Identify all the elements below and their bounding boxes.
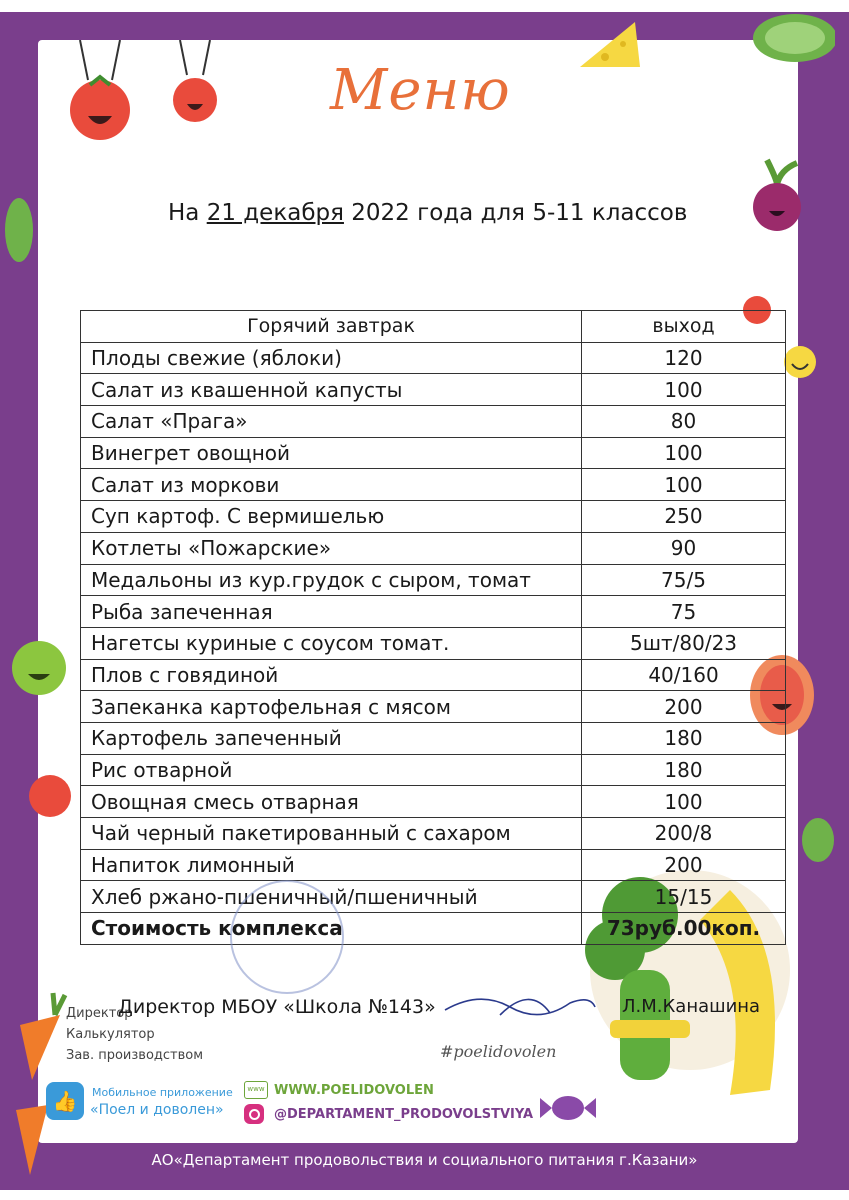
table-row [81,691,786,723]
leaf-icon [800,815,836,865]
total-price: 73руб.00коп. [582,913,786,945]
table-header-row [81,311,786,343]
dish-name: Рис отварной [81,754,582,786]
dish-name: Хлеб ржано-пшеничный/пшеничный [81,881,582,913]
total-row [81,913,786,945]
cheese-icon [575,12,645,82]
table-row [81,501,786,533]
table-row [81,564,786,596]
dish-portion: 200/8 [582,818,786,850]
dish-name: Чай черный пакетированный с сахаром [81,818,582,850]
tomato-icon [60,40,140,160]
thumbs-up-icon: 👍 [46,1082,84,1120]
dish-name: Картофель запеченный [81,722,582,754]
dish-portion: 180 [582,722,786,754]
carrot-icon [10,985,70,1085]
candy-icon [540,1088,596,1128]
tomato-icon [165,40,225,140]
table-row [81,754,786,786]
table-row [81,818,786,850]
smiley-icon [783,342,817,382]
app-label: Мобильное приложение [92,1086,233,1099]
dish-name: Винегрет овощной [81,437,582,469]
dish-name: Плоды свежие (яблоки) [81,342,582,374]
instagram-icon [244,1104,264,1124]
director-name: Л.М.Канашина [622,996,761,1017]
dish-name: Плов с говядиной [81,659,582,691]
role-calculator: Калькулятор [66,1027,155,1042]
leaf-icon [5,195,37,265]
top-margin [0,0,849,12]
table-row [81,722,786,754]
dish-portion: 250 [582,501,786,533]
table-row [81,881,786,913]
dish-name: Суп картоф. С вермишелью [81,501,582,533]
table-row [81,532,786,564]
dish-name: Напиток лимонный [81,849,582,881]
dish-portion: 75/5 [582,564,786,596]
dish-portion: 100 [582,374,786,406]
table-row [81,469,786,501]
dish-portion: 90 [582,532,786,564]
www-icon: www [244,1081,268,1099]
dish-name: Медальоны из кур.грудок с сыром, томат [81,564,582,596]
dish-portion: 100 [582,437,786,469]
instagram-handle: @DEPARTAMENT_PRODOVOLSTVIYA [274,1107,534,1122]
hashtag: #poelidovolen [440,1042,557,1061]
menu-date-subtitle [168,200,687,226]
dish-name: Рыба запеченная [81,596,582,628]
dish-name: Запеканка картофельная с мясом [81,691,582,723]
official-stamp [230,880,344,994]
dish-name: Салат из моркови [81,469,582,501]
dish-portion: 200 [582,691,786,723]
dish-portion: 80 [582,406,786,438]
menu-table [80,310,786,945]
dish-portion: 180 [582,754,786,786]
director-signature-line: Директор МБОУ «Школа №143» [118,996,436,1018]
dish-name: Салат из квашенной капусты [81,374,582,406]
footer-organization: АО«Департамент продовольствия и социального питания г.Казани» [151,1151,698,1169]
apple-icon [8,630,70,700]
dish-name: Котлеты «Пожарские» [81,532,582,564]
dish-portion: 15/15 [582,881,786,913]
dish-name: Салат «Прага» [81,406,582,438]
app-name: «Поел и доволен» [90,1102,224,1118]
dish-portion: 200 [582,849,786,881]
column-header-value: выход [582,311,786,343]
dish-portion: 100 [582,786,786,818]
dish-name: Овощная смесь отварная [81,786,582,818]
table-row [81,596,786,628]
total-label: Стоимость комплекса [81,913,582,945]
table-row [81,849,786,881]
dish-portion: 100 [582,469,786,501]
subtitle-date: 21 декабря [206,200,344,226]
table-row [81,659,786,691]
table-row [81,406,786,438]
subtitle-suffix: 2022 года для 5-11 классов [343,200,688,226]
role-director: Директор [66,1006,133,1021]
website-link: WWW.POELIDOVOLEN [274,1083,434,1098]
table-row [81,374,786,406]
role-production-head: Зав. производством [66,1048,204,1063]
table-row [81,786,786,818]
cucumber-icon [745,10,835,70]
dish-portion: 5шт/80/23 [582,627,786,659]
table-row [81,342,786,374]
tomato-icon [25,762,75,822]
dish-portion: 75 [582,596,786,628]
table-row [81,437,786,469]
dish-portion: 40/160 [582,659,786,691]
page-title: Меню [330,58,511,123]
column-header-name: Горячий завтрак [81,311,582,343]
dish-portion: 120 [582,342,786,374]
table-row [81,627,786,659]
beet-icon [742,155,812,240]
subtitle-prefix: На [168,200,207,226]
handwritten-signature [440,985,600,1025]
bottom-margin [0,1190,849,1200]
dish-name: Нагетсы куриные с соусом томат. [81,627,582,659]
